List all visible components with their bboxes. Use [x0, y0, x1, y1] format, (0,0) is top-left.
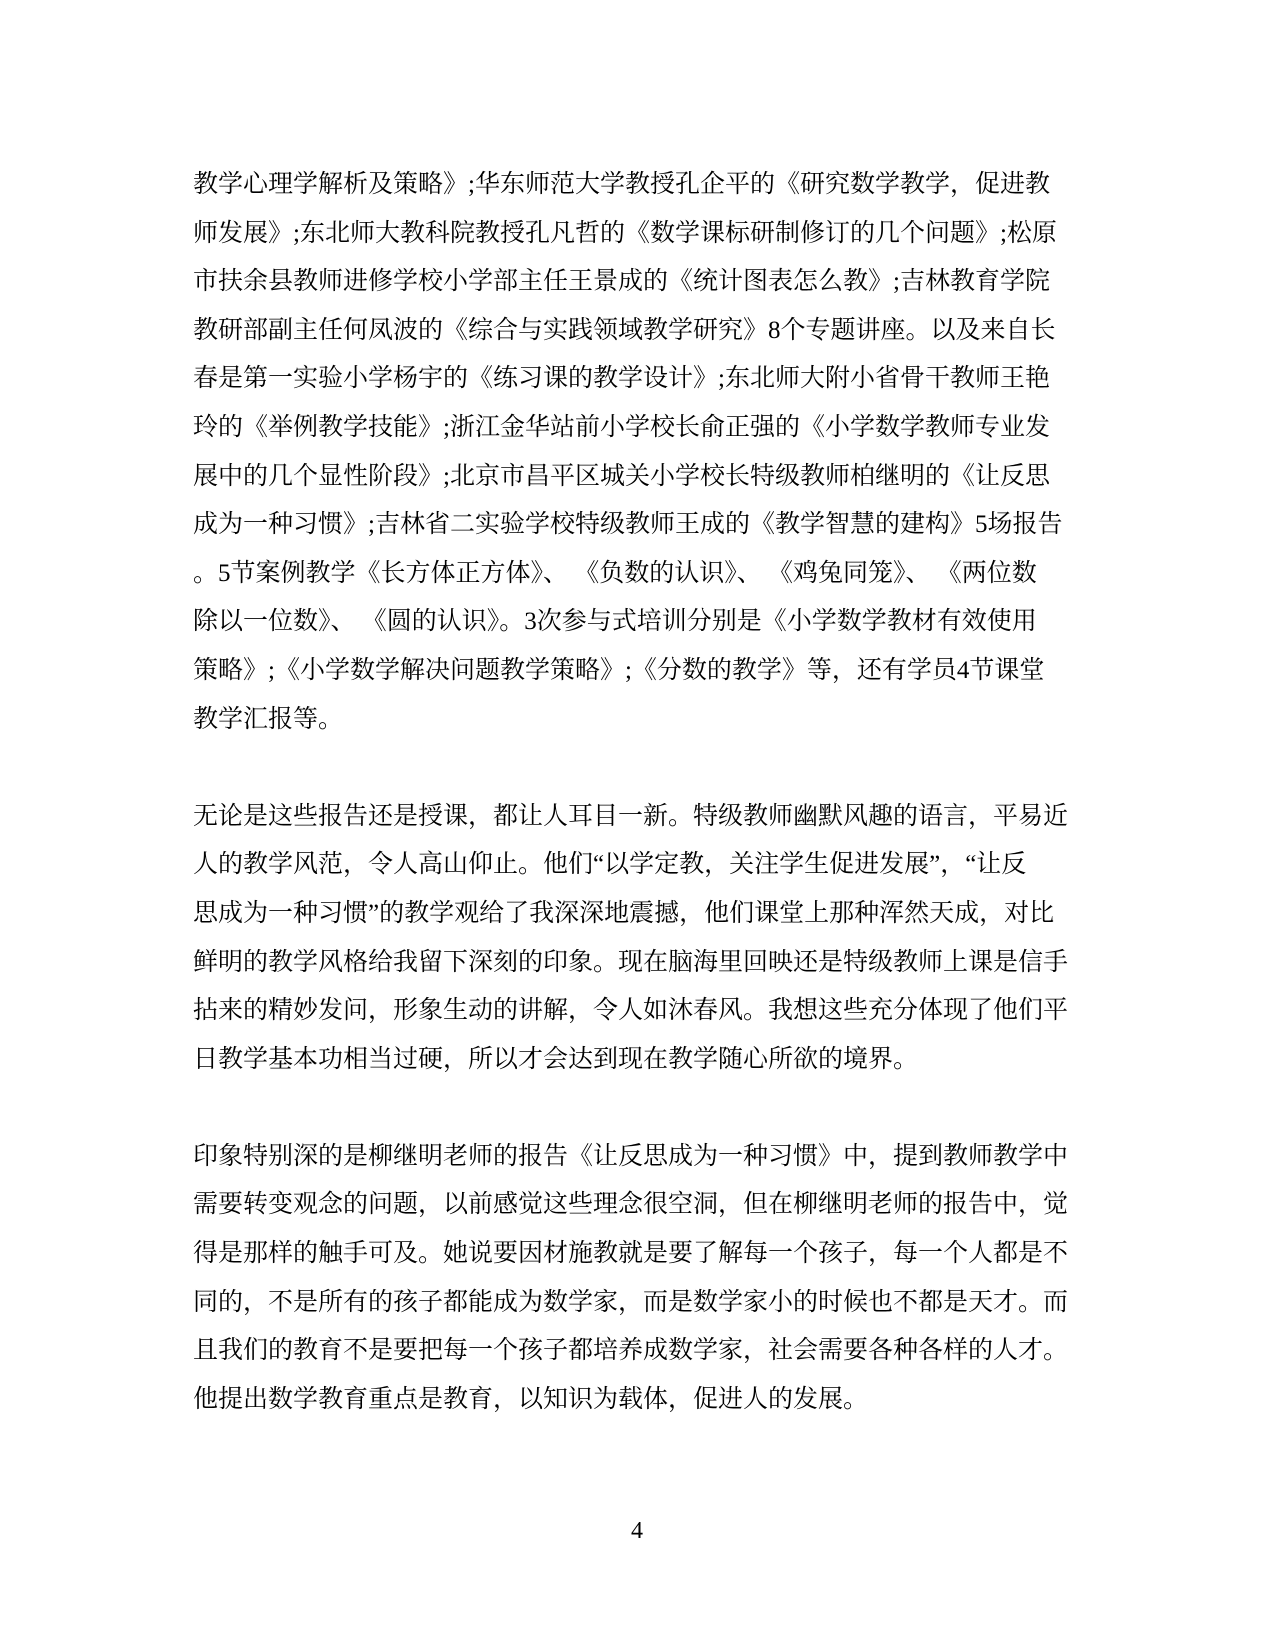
text-line: 玲的《举例教学技能》;浙江金华站前小学校长俞正强的《小学数学教师专业发	[193, 413, 1050, 441]
text-line: 成为一种习惯》;吉林省二实验学校特级教师王成的《教学智慧的建构》5场报告	[193, 511, 1063, 539]
text-line: 教研部副主任何凤波的《综合与实践领域教学研究》8个专题讲座。以及来自长	[193, 316, 1056, 344]
text-line: 。5节案例教学《长方体正方体》、 《负数的认识》、 《鸡兔同笼》、 《两位数	[193, 559, 1037, 587]
text-line: 师发展》;东北师大教科院教授孔凡哲的《数学课标研制修订的几个问题》;松原	[193, 219, 1057, 247]
text-line: 展中的几个显性阶段》;北京市昌平区城关小学校长特级教师柏继明的《让反思	[193, 462, 1050, 490]
text-line: 教学心理学解析及策略》;华东师范大学教授孔企平的《研究数学教学，促进教	[193, 171, 1050, 198]
document-body-text	[193, 161, 1085, 1424]
text-line: 同的，不是所有的孩子都能成为数学家，而是数学家小的时候也不都是天才。而	[193, 1288, 1069, 1316]
text-line: 思成为一种习惯”的教学观给了我深深地震撼，他们课堂上那种浑然天成，对比	[193, 899, 1055, 927]
text-line: 拈来的精妙发问，形象生动的讲解，令人如沐春风。我想这些充分体现了他们平	[193, 997, 1069, 1025]
text-line: 春是第一实验小学杨宇的《练习课的教学设计》;东北师大附小省骨干教师王艳	[193, 365, 1050, 393]
text-line: 无论是这些报告还是授课，都让人耳目一新。特级教师幽默风趣的语言，平易近	[193, 802, 1069, 830]
text-line: 需要转变观念的问题，以前感觉这些理念很空洞，但在柳继明老师的报告中，觉	[193, 1191, 1069, 1219]
text-line: 印象特别深的是柳继明老师的报告《让反思成为一种习惯》中，提到教师教学中	[193, 1142, 1069, 1170]
text-line: 人的教学风范，令人高山仰止。他们“以学定教，关注学生促进发展”，“让反	[193, 851, 1027, 879]
paragraph-training-reports	[193, 161, 1085, 744]
page-number: 4	[631, 1518, 643, 1544]
paragraph-impressions	[193, 793, 1085, 1085]
text-line: 得是那样的触手可及。她说要因材施教就是要了解每一个孩子，每一个人都是不	[193, 1240, 1069, 1268]
text-line: 策略》;《小学数学解决问题教学策略》;《分数的教学》等，还有学员4节课堂	[193, 656, 1045, 684]
text-line: 鲜明的教学风格给我留下深刻的印象。现在脑海里回映还是特级教师上课是信手	[193, 948, 1069, 976]
text-line: 市扶余县教师进修学校小学部主任王景成的《统计图表怎么教》;吉林教育学院	[193, 268, 1050, 296]
text-line: 日教学基本功相当过硬，所以才会达到现在教学随心所欲的境界。	[193, 1045, 919, 1073]
text-line: 他提出数学教育重点是教育，以知识为载体，促进人的发展。	[193, 1385, 869, 1413]
text-line: 教学汇报等。	[193, 705, 344, 733]
text-line: 除以一位数》、 《圆的认识》。3次参与式培训分别是《小学数学教材有效使用	[193, 608, 1037, 636]
paragraph-liu-jiming-report	[193, 1133, 1085, 1425]
text-line: 且我们的教育不是要把每一个孩子都培养成数学家，社会需要各种各样的人才。	[193, 1337, 1069, 1365]
